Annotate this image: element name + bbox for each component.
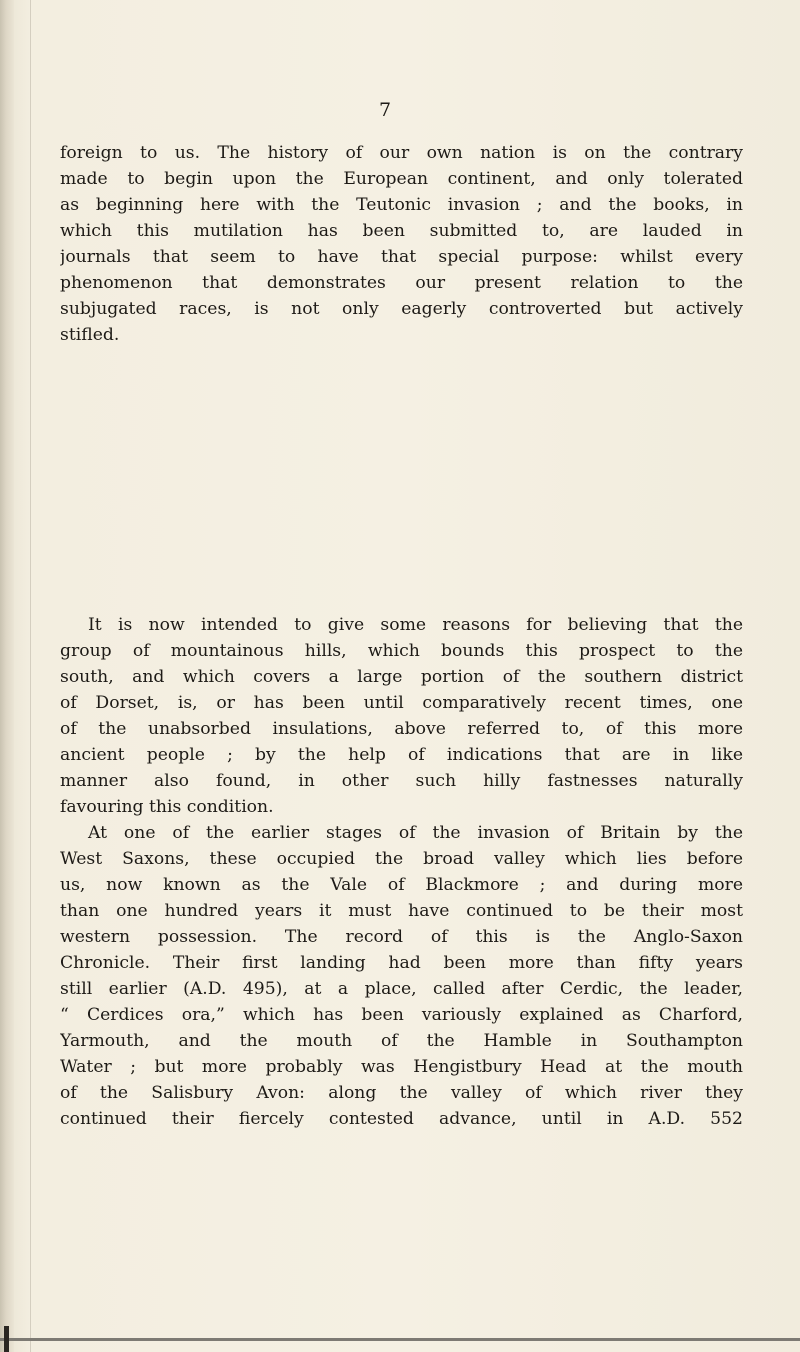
paragraph-1 <box>60 140 743 348</box>
text-line: Yarmouth, and the mouth of the Hamble in Southampton <box>60 1031 743 1051</box>
text-line: which this mutilation has been submitted to, are lauded in <box>60 221 743 241</box>
text-line: us, now known as the Vale of Blackmore ; and during more <box>60 875 743 895</box>
page-number: 7 <box>378 99 392 121</box>
text-line: Chronicle. Their first landing had been more than fifty years <box>60 953 743 973</box>
text-line: of the Salisbury Avon: along the valley of which river they <box>60 1083 743 1103</box>
text-line: “ Cerdices ora,” which has been variously explained as Charford, <box>60 1005 743 1025</box>
text-line: still earlier (A.D. 495), at a place, called after Cerdic, the leader, <box>60 979 743 999</box>
paragraph-2-3 <box>60 612 743 1132</box>
bottom-edge-rule <box>0 1338 800 1341</box>
text-line: Water ; but more probably was Hengistbury Head at the mouth <box>60 1057 743 1077</box>
text-line: It is now intended to give some reasons for believing that the <box>88 615 743 635</box>
text-line: continued their fiercely contested advance, until in A.D. 552 <box>60 1109 743 1129</box>
text-line: journals that seem to have that special purpose: whilst every <box>60 247 743 267</box>
text-line: south, and which covers a large portion of the southern district <box>60 667 743 687</box>
bottom-corner-mark <box>4 1326 9 1352</box>
text-line: foreign to us. The history of our own nation is on the contrary <box>60 143 743 163</box>
text-line: of the unabsorbed insulations, above referred to, of this more <box>60 719 743 739</box>
text-line: than one hundred years it must have continued to be their most <box>60 901 743 921</box>
text-line: West Saxons, these occupied the broad valley which lies before <box>60 849 743 869</box>
binding-edge <box>0 0 14 1352</box>
text-line: stifled. <box>60 325 120 345</box>
binding-shadow-line <box>30 0 31 1352</box>
text-line: manner also found, in other such hilly fastnesses naturally <box>60 771 743 791</box>
text-line: western possession. The record of this is the Anglo-Saxon <box>60 927 743 947</box>
text-line: phenomenon that demonstrates our present relation to the <box>60 273 743 293</box>
text-line: as beginning here with the Teutonic invasion ; and the books, in <box>60 195 743 215</box>
text-line: of Dorset, is, or has been until comparatively recent times, one <box>60 693 743 713</box>
text-line: group of mountainous hills, which bounds this prospect to the <box>60 641 743 661</box>
text-line: subjugated races, is not only eagerly controverted but actively <box>60 299 743 319</box>
text-line: At one of the earlier stages of the invasion of Britain by the <box>88 823 743 843</box>
text-line: made to begin upon the European continent, and only tolerated <box>60 169 743 189</box>
text-line: favouring this condition. <box>60 797 274 817</box>
text-line: ancient people ; by the help of indications that are in like <box>60 745 743 765</box>
